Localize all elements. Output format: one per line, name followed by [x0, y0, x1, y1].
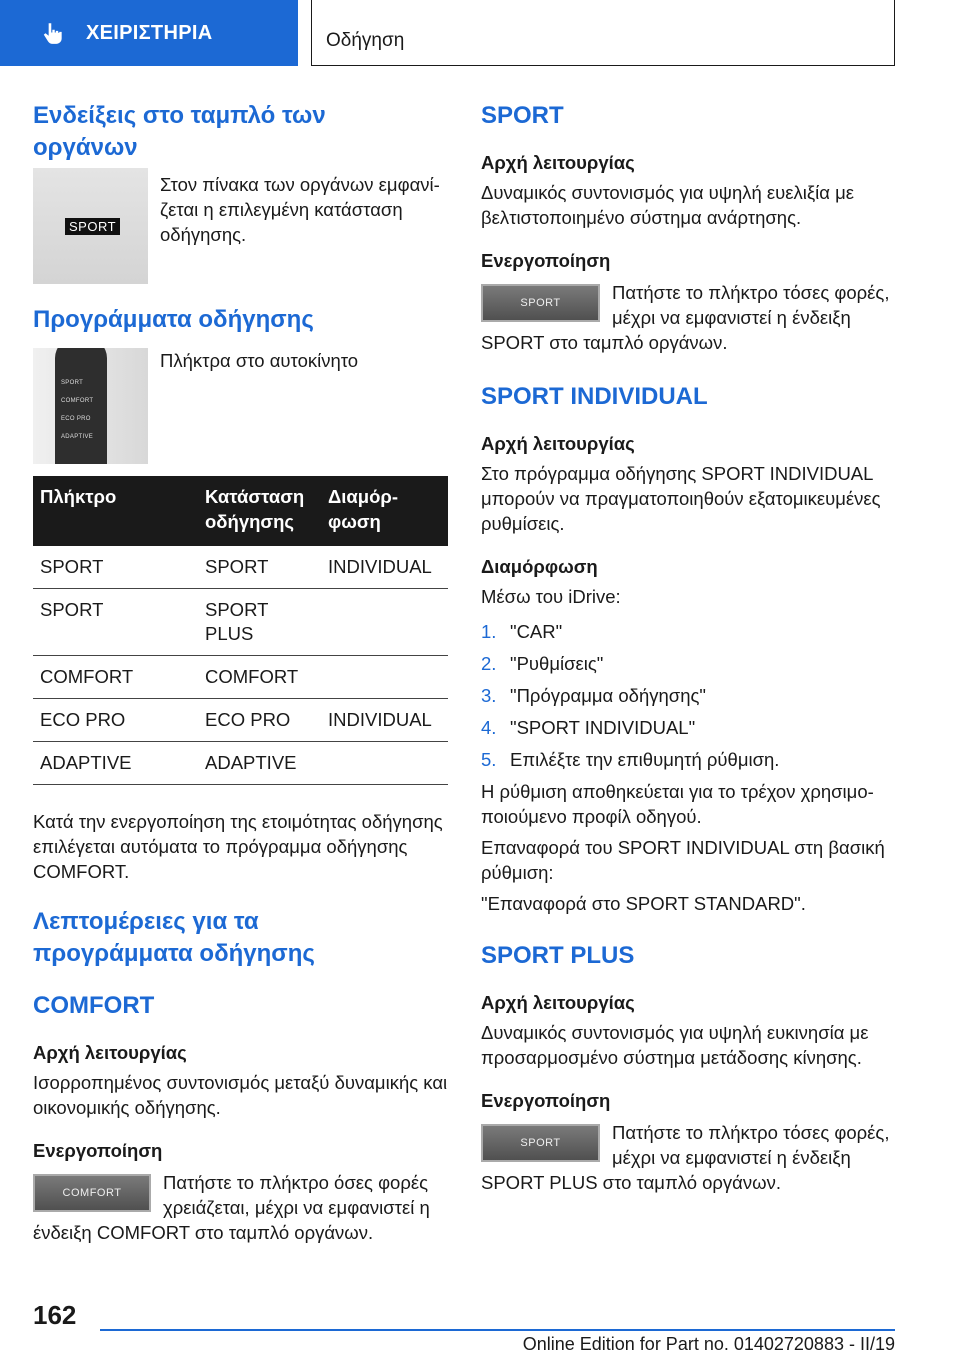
programs-table [33, 476, 448, 785]
comfort-activation-block [33, 1170, 448, 1245]
console-label: ECO PRO [61, 416, 91, 422]
table-row [33, 546, 448, 589]
comfort-activation-heading: Ενεργοποίηση [33, 1140, 163, 1161]
table-cell: ECO PRO [33, 699, 198, 742]
chapter-tab[interactable] [0, 0, 298, 66]
plus-activation-text: Πατήστε το πλήκτρο τόσες φορές, μέχρι να εμφανιστεί η ένδειξη SPORT PLUS στο ταμπλό οργάνων. [481, 1122, 890, 1193]
table-cell [321, 656, 448, 699]
individual-saved-text: Η ρύθμιση αποθηκεύεται για το τρέχον χρησιμοποιούμενο προφίλ οδηγού. [481, 781, 874, 827]
table-cell: ECO PRO [198, 699, 321, 742]
display-block [33, 168, 448, 284]
sport-activation-block [481, 280, 896, 355]
table-row [33, 742, 448, 785]
sport-principle-heading: Αρχή λειτουργίας [481, 152, 635, 173]
sport-plus-button-image [481, 1124, 600, 1162]
plus-activation-block [481, 1120, 896, 1195]
table-cell: ADAPTIVE [198, 742, 321, 785]
console-label: SPORT [61, 380, 84, 386]
sport-button-image [481, 284, 600, 322]
footer-edition: Online Edition for Part no. 01402720883 - II/19 [522, 1334, 895, 1354]
instrument-display-image [33, 168, 148, 284]
individual-principle-heading: Αρχή λειτουργίας [481, 433, 635, 454]
table-header-row [33, 476, 448, 546]
table-cell [321, 742, 448, 785]
comfort-principle-text: Ισορροπημένος συντονισμός μεταξύ δυναμικής και οικονομικής οδήγησης. [33, 1072, 448, 1118]
individual-reset-command: "Επαναφορά στο SPORT STANDARD". [481, 893, 806, 914]
list-item: 4. "SPORT INDIVIDUAL" [481, 717, 696, 738]
console-panel [55, 348, 107, 464]
list-item: 3. "Πρόγραμμα οδήγησης" [481, 685, 706, 706]
heading-sport-plus: SPORT PLUS [481, 942, 635, 969]
table-row [33, 589, 448, 656]
individual-reset-text: Επαναφορά του SPORT INDIVIDUAL στη βασική ρύθμιση: [481, 837, 885, 883]
heading-instrument-display: Ενδείξεις στο ταμπλό των οργάνων [33, 102, 326, 161]
sport-button-label: SPORT [520, 297, 561, 309]
table-cell: INDIVIDUAL [321, 546, 448, 589]
heading-sport: SPORT [481, 102, 564, 129]
left-column [33, 100, 448, 1245]
readiness-text: Κατά την ενεργοποίηση της ετοιμότητας οδήγησης επιλέγεται αυτόματα το πρόγραμμα οδήγησης COMFORT. [33, 811, 443, 882]
heading-comfort: COMFORT [33, 992, 155, 1019]
table-cell: SPORT [33, 546, 198, 589]
table-cell: COMFORT [33, 656, 198, 699]
console-block [33, 348, 448, 464]
table-row [33, 699, 448, 742]
right-column [481, 100, 896, 1195]
console-description: Πλήκτρα στο αυτοκίνητο [160, 350, 359, 371]
table-cell: SPORT [33, 589, 198, 656]
hand-pointer-icon [40, 20, 66, 46]
heading-program-details: Λεπτομέρειες για τα προγράμματα οδήγησης [33, 908, 315, 967]
individual-config-heading: Διαμόρφωση [481, 556, 598, 577]
footer-divider [100, 1329, 895, 1331]
table-header-cell: Διαμόρφωση [321, 476, 448, 546]
console-label: ADAPTIVE [61, 434, 94, 440]
table-row [33, 656, 448, 699]
sport-activation-text: Πατήστε το πλήκτρο τόσες φορές, μέχρι να εμφανιστεί η ένδειξη SPORT στο ταμπλό οργάνων. [481, 282, 890, 353]
console-buttons-image [33, 348, 148, 464]
plus-principle-text: Δυναμικός συντονισμός για υψηλή ευκινησία με προσαρμοσμένο σύστημα μετάδοσης κίνησης. [481, 1022, 869, 1068]
table-cell [321, 589, 448, 656]
table-header-cell: Κατάσταση οδήγησης [198, 476, 321, 546]
console-label: COMFORT [61, 398, 94, 404]
comfort-principle-heading: Αρχή λειτουργίας [33, 1042, 187, 1063]
sport-activation-heading: Ενεργοποίηση [481, 250, 611, 271]
plus-activation-heading: Ενεργοποίηση [481, 1090, 611, 1111]
section-title: Οδήγηση [311, 0, 895, 66]
comfort-button-image [33, 1174, 151, 1212]
heading-sport-individual: SPORT INDIVIDUAL [481, 383, 708, 410]
sport-plus-button-label: SPORT [520, 1137, 561, 1149]
table-cell: INDIVIDUAL [321, 699, 448, 742]
page-header [0, 0, 960, 66]
list-item: 2. "Ρυθμίσεις" [481, 653, 604, 674]
individual-principle-text: Στο πρόγραμμα οδήγησης SPORT INDIVIDUAL μπορούν να πραγματοποιηθούν εξατομικευμένες ρυθμίσεις. [481, 463, 881, 534]
table-cell: SPORT PLUS [198, 589, 321, 656]
list-item: 5. Επιλέξτε την επιθυμητή ρύθμιση. [481, 749, 780, 770]
page-number: 162 [33, 1300, 77, 1330]
list-item: 1. "CAR" [481, 621, 563, 642]
display-sport-label: SPORT [65, 218, 120, 235]
individual-via-text: Μέσω του iDrive: [481, 586, 621, 607]
table-cell: SPORT [198, 546, 321, 589]
comfort-activation-text: Πατήστε το πλήκτρο όσες φορές χρειάζεται, μέχρι να εμφανιστεί η ένδειξη COMFORT στο ταμπλό οργάνων. [33, 1172, 430, 1243]
idrive-steps [481, 619, 896, 772]
chapter-title: ΧΕΙΡΙΣΤΗΡΙΑ [86, 21, 213, 44]
table-header-cell: Πλήκτρο [33, 476, 198, 546]
comfort-button-label: COMFORT [62, 1187, 122, 1199]
sport-principle-text: Δυναμικός συντονισμός για υψηλή ευελιξία με βελτιστοποιημένο σύστημα ανάρτησης. [481, 182, 855, 228]
table-cell: COMFORT [198, 656, 321, 699]
heading-driving-programs: Προγράμματα οδήγησης [33, 306, 314, 333]
table-cell: ADAPTIVE [33, 742, 198, 785]
plus-principle-heading: Αρχή λειτουργίας [481, 992, 635, 1013]
display-description: Στον πίνακα των οργάνων εμφανίζεται η επιλεγμένη κατάσταση οδήγησης. [160, 174, 440, 245]
